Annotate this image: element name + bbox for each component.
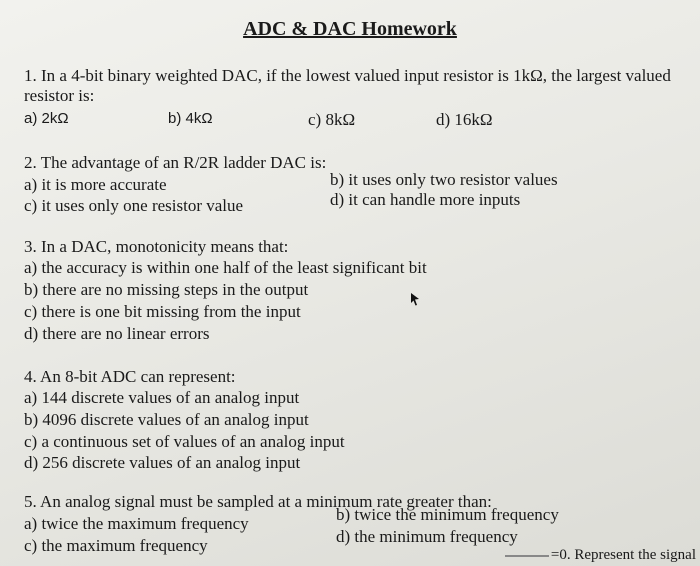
question-4-option-b: b) 4096 discrete values of an analog input <box>24 410 309 429</box>
question-3 <box>24 237 288 257</box>
question-4-option-d: d) 256 discrete values of an analog input <box>24 453 301 472</box>
question-1 <box>24 66 696 106</box>
question-3-option-b: b) there are no missing steps in the output <box>24 280 309 299</box>
faded-text-stub <box>505 555 549 557</box>
page-title: ADC & DAC Homework <box>243 18 457 40</box>
question-5-option-c: c) the maximum frequency <box>24 536 208 555</box>
question-1-option-b: b) 4kΩ <box>168 110 213 127</box>
question-1-option-a: a) 2kΩ <box>24 110 69 127</box>
question-5-option-d: d) the minimum frequency <box>336 527 518 546</box>
cut-off-next-question <box>505 547 696 564</box>
question-4-option-c: c) a continuous set of values of an analog input <box>24 432 345 451</box>
question-4 <box>24 367 236 387</box>
question-3-stem: 3. In a DAC, monotonicity means that: <box>24 237 289 256</box>
question-5-stem: 5. An analog signal must be sampled at a minimum rate greater than: <box>24 492 492 511</box>
question-2-option-d: d) it can handle more inputs <box>330 190 521 209</box>
question-1-option-d: d) 16kΩ <box>436 110 493 129</box>
question-3-option-d: d) there are no linear errors <box>24 324 210 343</box>
question-2-option-a: a) it is more accurate <box>24 175 167 194</box>
question-1-option-c: c) 8kΩ <box>308 110 356 129</box>
question-5-option-b: b) twice the minimum frequency <box>336 505 559 524</box>
question-2-option-b: b) it uses only two resistor values <box>330 170 558 189</box>
footer-fragment: =0. Represent the signal <box>550 547 696 563</box>
question-4-option-a: a) 144 discrete values of an analog input <box>24 388 300 407</box>
question-3-option-c: c) there is one bit missing from the input <box>24 302 301 321</box>
question-3-option-a: a) the accuracy is within one half of the least significant bit <box>24 258 427 277</box>
question-2-stem: 2. The advantage of an R/2R ladder DAC is: <box>24 153 327 172</box>
mouse-pointer-icon <box>410 292 420 306</box>
question-2-option-c: c) it uses only one resistor value <box>24 196 244 215</box>
question-1-stem: 1. In a 4-bit binary weighted DAC, if the lowest valued input resistor is 1kΩ, the largest valued resistor is: <box>24 66 671 105</box>
question-5-option-a: a) twice the maximum frequency <box>24 514 249 533</box>
question-2 <box>24 153 326 173</box>
question-4-stem: 4. An 8-bit ADC can represent: <box>24 367 236 386</box>
